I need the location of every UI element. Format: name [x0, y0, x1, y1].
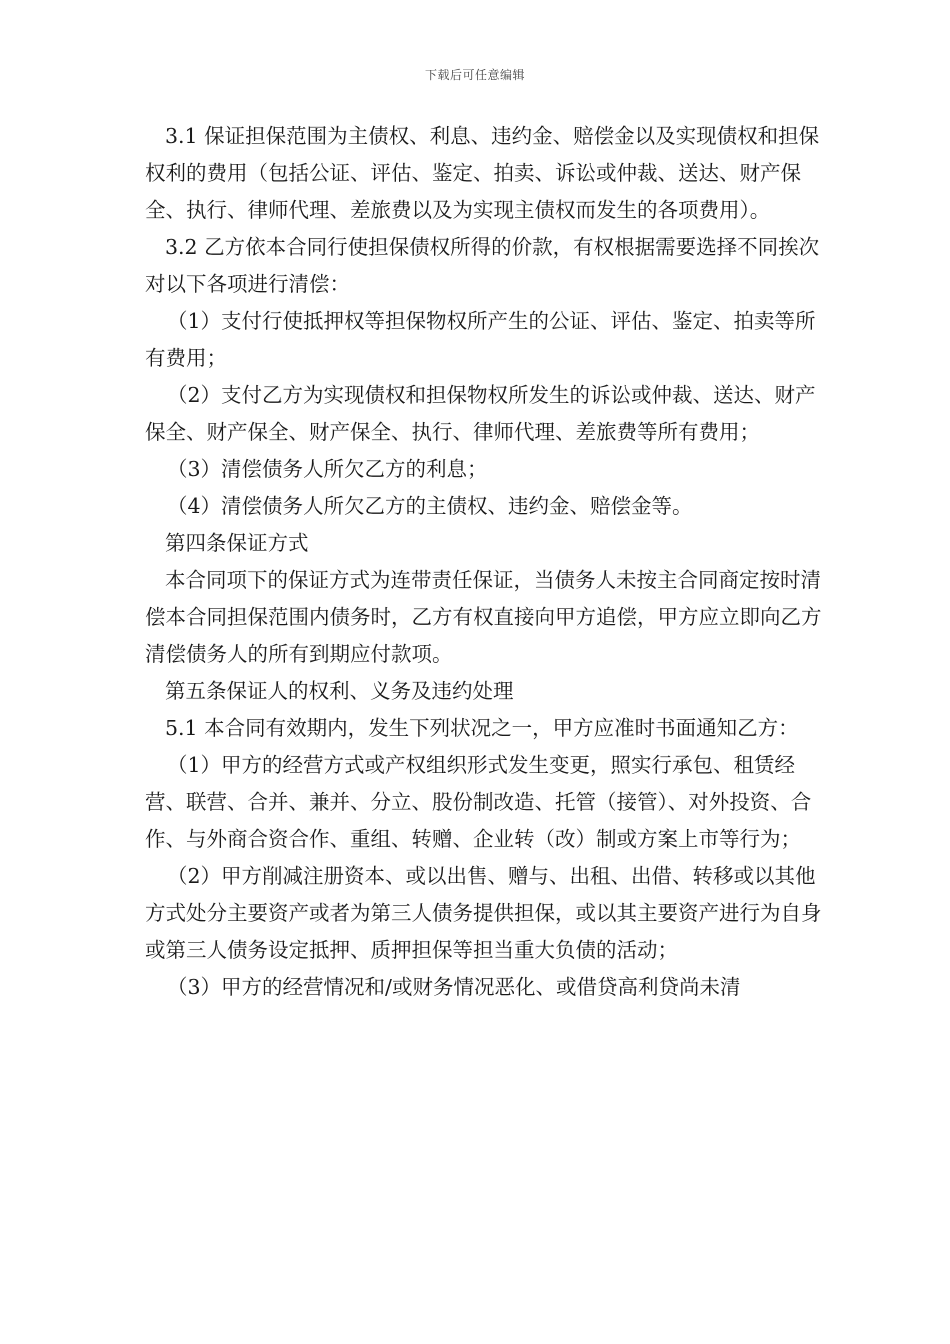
paragraph-3-2: 3.2 乙方依本合同行使担保债权所得的价款，有权根据需要选择不同挨次对以下各项进行清偿：: [145, 235, 820, 296]
section-heading-article-5: 第五条保证人的权利、义务及违约处理: [165, 679, 514, 703]
paragraph-article-4: 本合同项下的保证方式为连带责任保证，当债务人未按主合同商定按时清偿本合同担保范围内债务时，乙方有权直接向甲方追偿，甲方应立即向乙方清偿债务人的所有到期应付款项。: [145, 568, 822, 666]
section-heading-article-4: 第四条保证方式: [165, 531, 309, 555]
paragraph-5-1: 5.1 本合同有效期内，发生下列状况之一，甲方应准时书面通知乙方：: [165, 716, 799, 740]
paragraph-3-1: 3.1 保证担保范围为主债权、利息、违约金、赔偿金以及实现债权和担保权利的费用（包括公证、评估、鉴定、拍卖、诉讼或仲裁、送达、财产保全、执行、律师代理、差旅费以及为实现主债权而发生的各项费用）。: [145, 124, 820, 222]
header-note: 下载后可任意编辑: [424, 68, 525, 82]
paragraph-5-1-item-2: （2）甲方削减注册资本、或以出售、赠与、出租、出借、转移或以其他方式处分主要资产或者为第三人债务提供担保，或以其主要资产进行为自身或第三人债务设定抵押、质押担保等担当重大负债的活动；: [145, 864, 822, 962]
paragraph-3-2-item-2: （2）支付乙方为实现债权和担保物权所发生的诉讼或仲裁、送达、财产保全、财产保全、财产保全、执行、律师代理、差旅费等所有费用；: [145, 383, 816, 444]
paragraph-5-1-item-3: （3）甲方的经营情况和/或财务情况恶化、或借贷高利贷尚未清: [167, 975, 741, 999]
document-body: [145, 118, 835, 1006]
paragraph-3-2-item-3: （3）清偿债务人所欠乙方的利息；: [167, 457, 488, 481]
paragraph-5-1-item-1: （1）甲方的经营方式或产权组织形式发生变更，照实行承包、租赁经营、联营、合并、兼并、分立、股份制改造、托管（接管）、对外投资、合作、与外商合资合作、重组、转赠、企业转（改）制或方案上市等行为；: [145, 753, 812, 851]
paragraph-3-2-item-1: （1）支付行使抵押权等担保物权所产生的公证、评估、鉴定、拍卖等所有费用；: [145, 309, 816, 370]
paragraph-3-2-item-4: （4）清偿债务人所欠乙方的主债权、违约金、赔偿金等。: [167, 494, 693, 518]
